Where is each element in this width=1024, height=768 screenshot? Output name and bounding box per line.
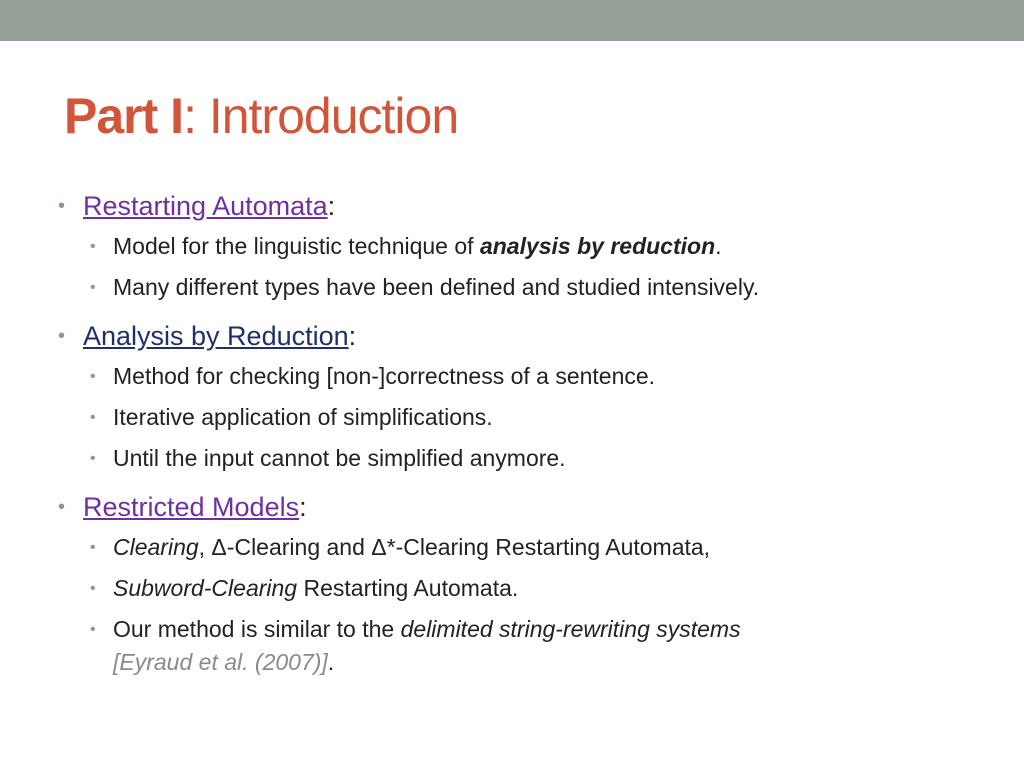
bullet-icon: •: [90, 450, 96, 467]
item-text: Our method is similar to the: [113, 616, 401, 642]
section-analysis-by-reduction: [58, 316, 988, 356]
bullet-icon: •: [90, 621, 96, 638]
list-item: [58, 356, 988, 397]
list-item: [58, 568, 988, 609]
bullet-icon: •: [58, 325, 66, 347]
item-text: Model for the linguistic technique of: [113, 233, 480, 259]
bullet-icon: •: [90, 279, 96, 296]
list-item: [58, 267, 988, 308]
bullet-icon: •: [58, 496, 66, 518]
bullet-icon: •: [58, 195, 66, 217]
item-text: Method for checking [non-]correctness of a sentence.: [113, 363, 656, 389]
item-emphasis: analysis by reduction: [479, 233, 716, 259]
section-restarting-automata: [58, 186, 988, 226]
section-restricted-models: [58, 487, 988, 527]
bullet-list: [58, 186, 988, 679]
title-topic: : Introduction: [183, 88, 459, 144]
bullet-icon: •: [90, 409, 96, 426]
slide-title: [64, 84, 458, 148]
citation: [Eyraud et al. (2007)]: [113, 649, 328, 675]
bullet-icon: •: [90, 539, 96, 556]
list-item: [58, 397, 988, 438]
item-text: .: [715, 233, 722, 259]
list-item: [58, 438, 988, 479]
bullet-icon: •: [90, 238, 96, 255]
colon: :: [348, 321, 357, 351]
item-text: , Δ-Clearing and Δ*-Clearing Restarting Automata,: [198, 534, 711, 560]
list-item: [58, 609, 988, 679]
item-emphasis: Clearing: [113, 534, 199, 560]
item-text: .: [327, 649, 335, 675]
item-text: Many different types have been defined and studied intensively.: [113, 274, 760, 300]
restarting-automata-link[interactable]: Restarting Automata: [83, 191, 328, 221]
item-text: Iterative application of simplifications.: [113, 404, 493, 430]
list-item: [58, 527, 988, 568]
colon: :: [299, 492, 307, 522]
item-emphasis: Subword-Clearing: [113, 575, 298, 601]
title-part: Part I: [64, 88, 184, 144]
item-text: Until the input cannot be simplified anymore.: [113, 445, 566, 471]
colon: :: [327, 191, 336, 221]
top-band: [0, 0, 1024, 41]
restricted-models-link[interactable]: Restricted Models: [83, 492, 300, 522]
bullet-icon: •: [90, 368, 96, 385]
bullet-icon: •: [90, 580, 96, 597]
item-emphasis: delimited string-rewriting systems: [400, 616, 741, 642]
item-text: Restarting Automata.: [297, 575, 519, 601]
list-item: [58, 226, 988, 267]
analysis-by-reduction-link[interactable]: Analysis by Reduction: [83, 321, 349, 351]
